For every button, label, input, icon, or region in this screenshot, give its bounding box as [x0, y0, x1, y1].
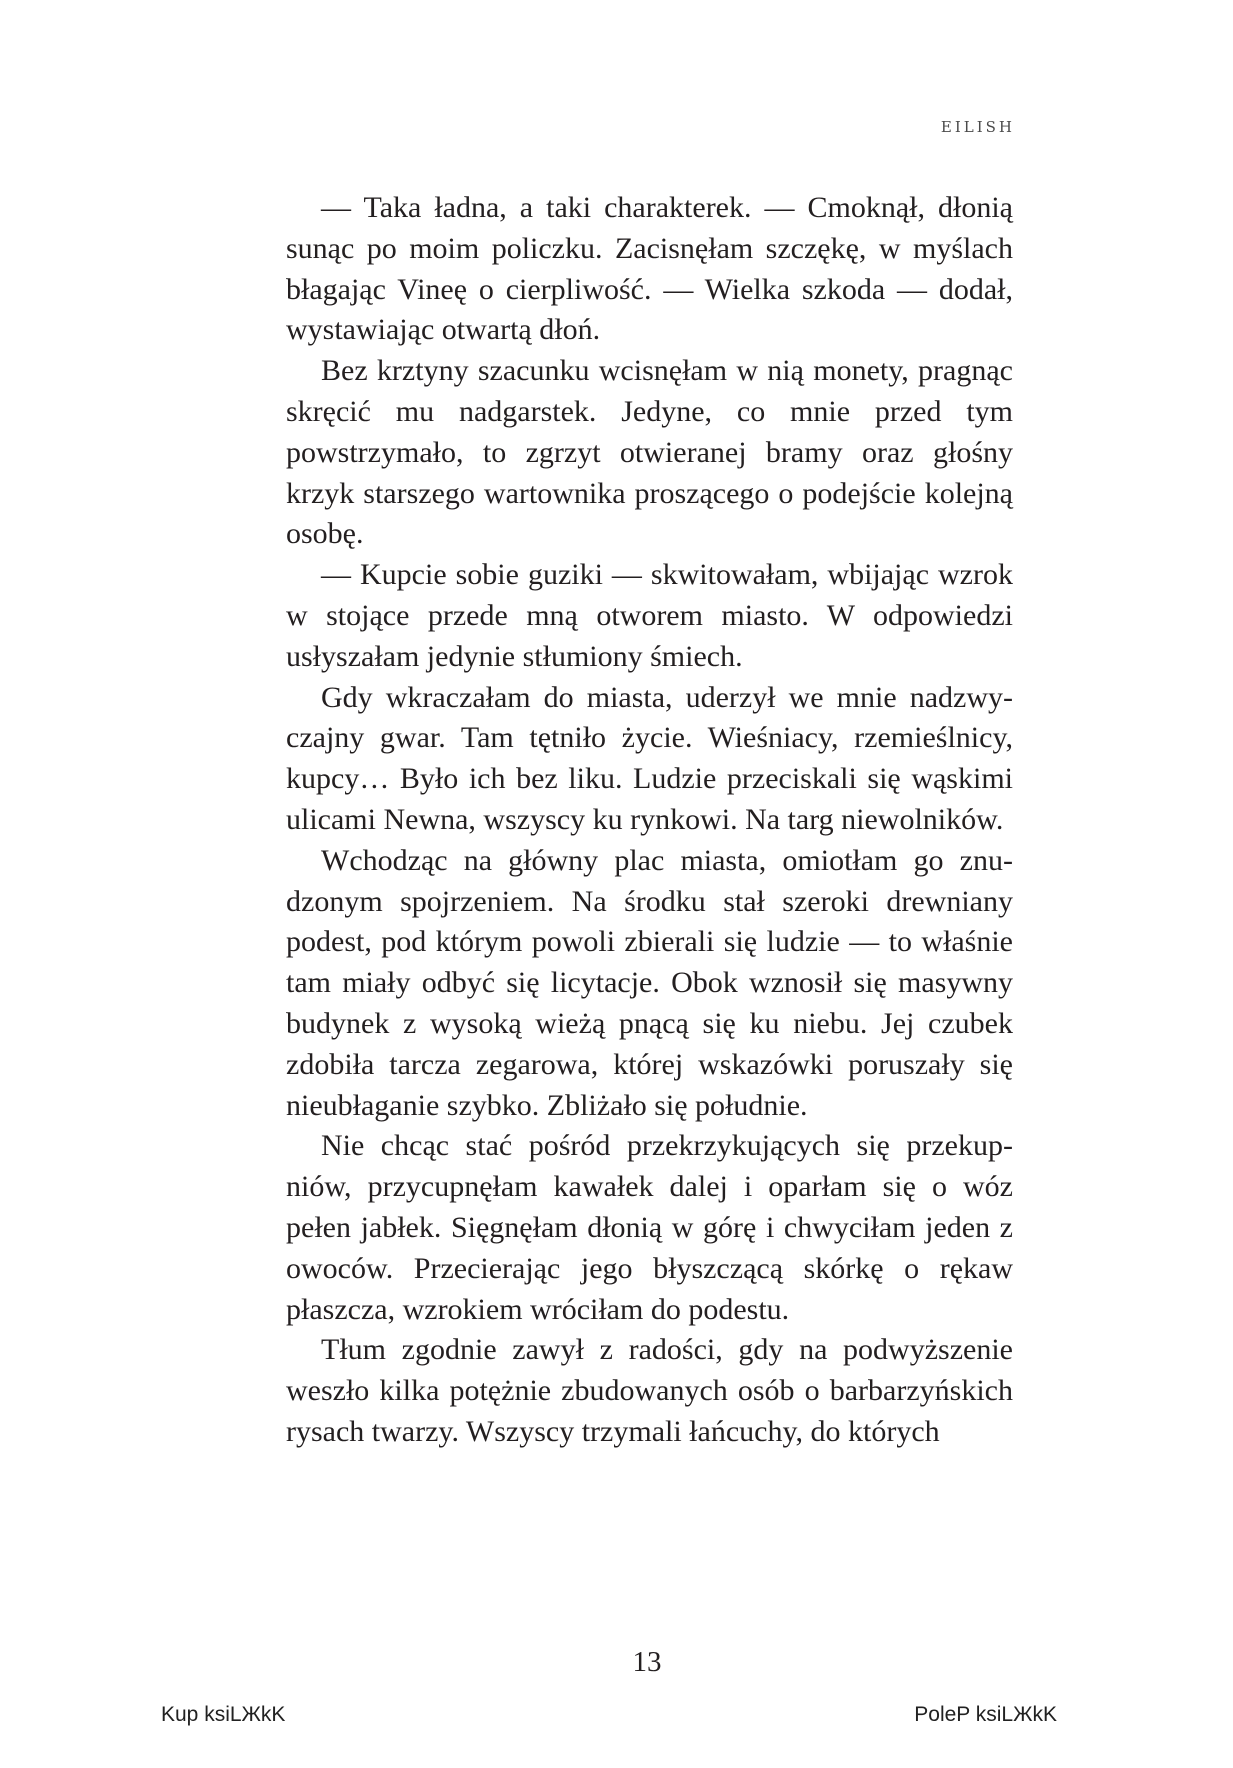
- body-text: [286, 188, 1013, 1453]
- paragraph: Wchodząc na główny plac miasta, omiotłam go znudzonym spojrzeniem. Na środku stał szeroki drewniany podest, pod którym powoli zbierali się ludzie — to właśnie tam miały odbyć się licytacje. Obok wznosił się masywny budynek z wysoką wieżą pnącą się ku niebu. Jej czubek zdobiła tarcza zegarowa, której wskazówki poruszały się nieubłaganie szybko. Zbliżało się południe.: [286, 843, 1013, 1122]
- page-number: 13: [632, 1646, 662, 1678]
- paragraph: — Taka ładna, a taki charakterek. — Cmoknął, dłonią sunąc po moim policzku. Zacisnęłam szczękę, w myślach błagając Vineę o cierpliwość. — Wielka szkoda — dodał, wystawiając otwartą dłoń.: [286, 191, 1013, 347]
- paragraph: Tłum zgodnie zawył z radości, gdy na podwyższenie weszło kilka potężnie zbudowanych osób o barbarzyńskich rysach twarzy. Wszyscy trzymali łańcuchy, do których: [286, 1333, 1013, 1448]
- recommend-book-link[interactable]: PoleP ksiLЖkK: [914, 1703, 1057, 1726]
- running-header: EILISH: [940, 118, 1015, 136]
- paragraph: Bez krztyny szacunku wcisnęłam w nią monety, pragnąc skręcić mu nadgarstek. Jedyne, co mnie przed tym powstrzymało, to zgrzyt otwieranej bramy oraz głośny krzyk starszego wartownika proszącego o podejście kolejną osobę.: [286, 354, 1013, 551]
- paragraph: Nie chcąc stać pośród przekrzykujących się przekupniów, przycupnęłam kawałek dalej i oparłam się o wóz pełen jabłek. Sięgnęłam dłonią w górę i chwyciłam jeden z owoców. Przecierając jego błyszczącą skórkę o rękaw płaszcza, wzrokiem wróciłam do podestu.: [286, 1129, 1013, 1326]
- paragraph: Gdy wkraczałam do miasta, uderzył we mnie nadzwyczajny gwar. Tam tętniło życie. Wieśniacy, rzemieślnicy, kupcy… Było ich bez liku. Ludzie przeciskali się wąskimi ulicami Newna, wszyscy ku rynkowi. Na targ niewolników.: [286, 680, 1013, 836]
- buy-book-link[interactable]: Kup ksiLЖkK: [161, 1703, 286, 1726]
- paragraph: — Kupcie sobie guziki — skwitowałam, wbijając wzrok w stojące przede mną otworem miasto. W odpowiedzi usłyszałam jedynie stłumiony śmiech.: [286, 558, 1013, 673]
